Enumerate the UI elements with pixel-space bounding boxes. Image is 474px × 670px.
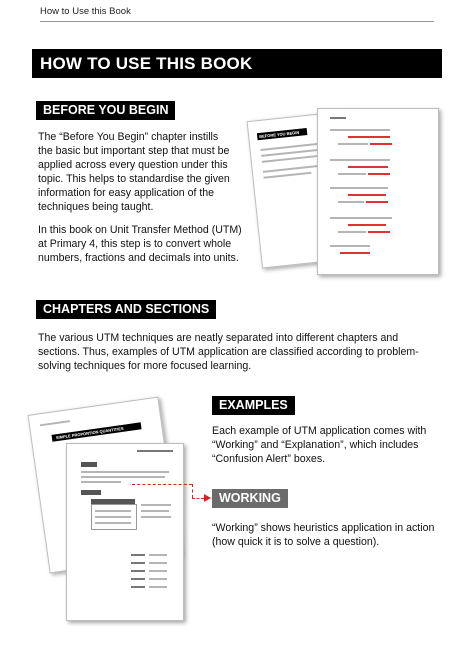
chapters-and-sections-heading: CHAPTERS AND SECTIONS (36, 300, 216, 319)
working-callout-arrow (204, 494, 211, 502)
example-page-thumbnail-front (66, 443, 184, 621)
working-paragraph: “Working” shows heuristics application in action (how quick it is to solve a question). (212, 522, 435, 549)
running-header: How to Use this Book (40, 6, 131, 17)
before-you-begin-heading: BEFORE YOU BEGIN (36, 101, 175, 120)
working-heading: WORKING (212, 489, 288, 508)
thumb-heading-text: BEFORE YOU BEGIN (258, 129, 300, 140)
before-you-begin-paragraph-2: In this book on Unit Transfer Method (UTM) at Primary 4, this step is to convert whole numbers, fractions and decimals into units. (38, 224, 242, 265)
before-you-begin-paragraph-1: The “Before You Begin” chapter instills the basic but important step that must be applied across every question under this topic. This helps to standardise the given information for easy application of the techniques being taught. (38, 131, 230, 214)
before-you-begin-page-thumbnail-front (317, 108, 439, 275)
examples-paragraph: Each example of UTM application comes with “Working” and “Explanation”, which includes “Confusion Alert” boxes. (212, 425, 427, 466)
examples-heading: EXAMPLES (212, 396, 295, 415)
working-callout-line-to-label (192, 498, 204, 499)
working-callout-line-horizontal (132, 484, 192, 485)
page-title: HOW TO USE THIS BOOK (32, 49, 442, 78)
working-callout-line-vertical (192, 484, 193, 498)
thumb-chapter-heading-text: SIMPLE PROPORTION QUANTITIES (55, 425, 124, 441)
chapters-and-sections-paragraph: The various UTM techniques are neatly separated into different chapters and sections. Thus, examples of UTM application are classified according to problem-solving techniques for more focused learning. (38, 332, 419, 373)
header-rule (40, 21, 434, 22)
